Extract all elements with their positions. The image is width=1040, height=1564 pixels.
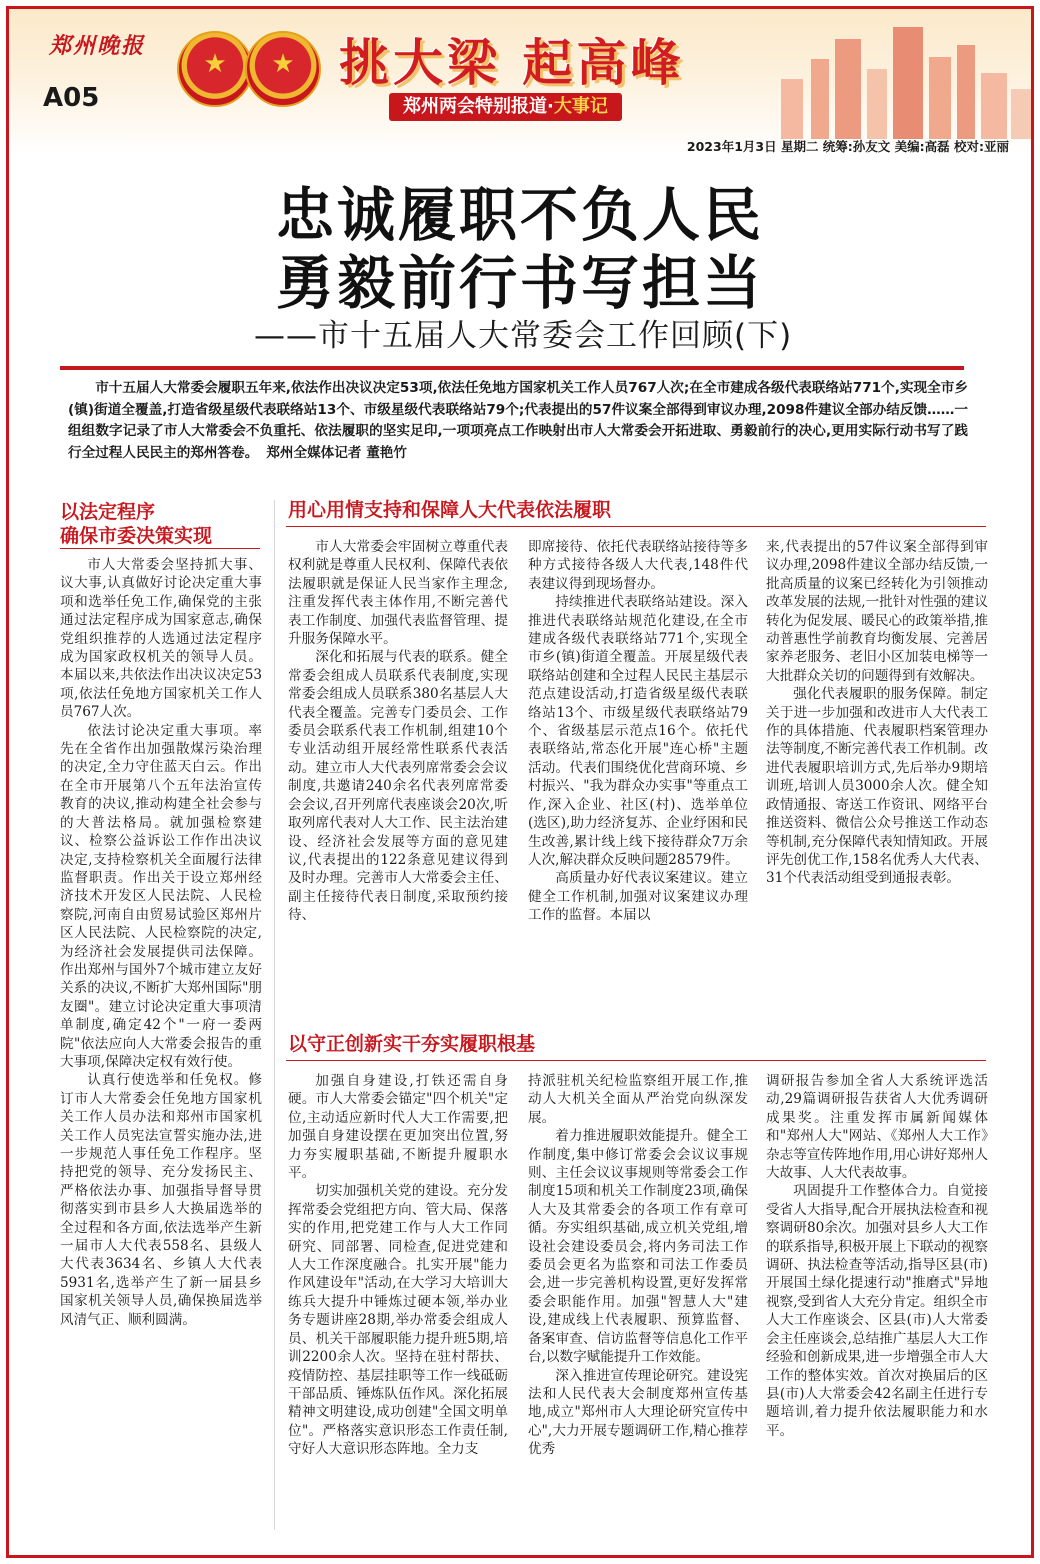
dateline: 2023年1月3日 星期二 统筹:孙友文 美编:高磊 校对:亚丽 bbox=[686, 139, 1009, 154]
paragraph: 强化代表履职的服务保障。制定关于进一步加强和改进市人大代表工作的具体措施、代表履职档案管理办法等制度,不断完善代表工作机制。改进代表履职培训方式,先后举办9期培训班,培训人员3000余人次。健全知政情通报、寄送工作资讯、网络平台推送资料、微信公众号推送工作动态等机制,充分保障代表知情知政。开展评先创优工作,158名优秀人大代表、31个代表活动组受到通报表彰。 bbox=[766, 686, 988, 887]
left-column bbox=[60, 556, 262, 1531]
paper-name: 郑州晚报 bbox=[49, 33, 146, 59]
paragraph: 依法讨论决定重大事项。率先在全省作出加强散煤污染治理的决定,全力守住蓝天白云。作出在全市开展第八个五年法治宣传教育的决议,推动构建全社会参与的大普法格局。就加强检察建议、检察公益诉讼工作作出决议决定,支持检察机关全面履行法律监督职责。作出关于设立郑州经济技术开发区人民法院、人民检察院,河南自由贸易试验区郑州片区人民法院、人民检察院的决定,为经济社会发展提供司法保障。作出郑州与国外7个城市建立友好关系的决议,不断扩大郑州国际"朋友圈"。建立讨论决定重大事项清单制度,确定42个"一府一委两院"依法应向人大常委会报告的重大事项,保障决定权有效行使。 bbox=[60, 722, 262, 1070]
section-1-title: 用心用情支持和保障人大代表依法履职 bbox=[288, 499, 612, 521]
sub-banner-highlight: 大事记 bbox=[553, 96, 608, 117]
section-1-column-1 bbox=[288, 538, 508, 1008]
paragraph: 来,代表提出的57件议案全部得到审议办理,2098件建议全部办结反馈,一批高质量的议案已经转化为引领推动改革发展的法规,一批针对性强的建议转化为促发展、暖民心的政策举措,推动普惠性学前教育均衡发展、完善居家养老服务、老旧小区加装电梯等一大批群众关切的问题得到有效解决。 bbox=[766, 539, 988, 684]
paragraph: 高质量办好代表议案建议。建立健全工作机制,加强对议案建议办理工作的监督。本届以 bbox=[528, 870, 748, 924]
paragraph: 深化和拓展与代表的联系。健全常委会组成人员联系代表制度,实现常委会组成人员联系380名基层人大代表全覆盖。完善专门委员会、工作委员会联系代表工作机制,组建10个专业活动组开展经常性联系代表活动。建立市人大代表列席常委会会议制度,共邀请240余名代表列席常委会会议,召开列席代表座谈会20次,听取列席代表对人大工作、民主法治建设、经济社会发展等方面的意见建议,代表提出的122条意见建议得到及时办理。完善市人大常委会主任、副主任接待代表日制度,采取预约接待、 bbox=[288, 649, 508, 924]
city-skyline-illustration bbox=[771, 9, 1031, 139]
lead-text: 市十五届人大常委会履职五年来,依法作出决议决定53项,依法任免地方国家机关工作人员767人次;在全市建成各级代表联络站771个,实现全市乡(镇)街道全覆盖,打造省级星级代表联络站13个、市级星级代表联络站79个;代表提出的57件议案全部得到审议办理,2098件建议全部办结反馈……一组组数字记录了市人大常委会不负重托、依法履职的坚实足印,一项项亮点工作映射出市人大常委会开拓进取、勇毅前行的决心,更用实际行动书写了践行全过程人民民主的郑州答卷。 bbox=[68, 380, 968, 461]
left-section-title bbox=[60, 500, 260, 548]
paragraph: 调研报告参加全省人大系统评选活动,29篇调研报告获省人大优秀调研成果奖。注重发挥市属新闻媒体和"郑州人大"网站、《郑州人大工作》杂志等宣传阵地作用,用心讲好郑州人大故事、人大代表故事。 bbox=[766, 1073, 988, 1182]
cppcc-emblem-icon bbox=[245, 31, 321, 107]
section-2-column-3 bbox=[766, 1072, 988, 1532]
national-emblem-icon bbox=[177, 31, 253, 107]
page-number bbox=[43, 75, 99, 115]
page-number-digits: 05 bbox=[63, 83, 100, 113]
left-section-title-line-2: 确保市委决策实现 bbox=[60, 525, 213, 547]
paragraph: 切实加强机关党的建设。充分发挥常委会党组把方向、管大局、保落实的作用,把党建工作与人大工作同研究、同部署、同检查,促进党建和人大工作深度融合。扎实开展"能力作风建设年"活动,在大学习大培训大练兵大提升中锤炼过硬本领,举办业务专题讲座28期,举办常委会组成人员、机关干部履职能力提升班5期,培训2200余人次。坚持在驻村帮扶、疫情防控、基层挂职等工作一线砥砺干部品质、锤炼队伍作风。深化拓展精神文明建设,成功创建"全国文明单位"。严格落实意识形态工作责任制,守好人大意识形态阵地。全力支 bbox=[288, 1183, 508, 1458]
paragraph: 加强自身建设,打铁还需自身硬。市人大常委会锚定"四个机关"定位,主动适应新时代人大工作需要,把加强自身建设摆在更加突出位置,努力夯实履职基础,不断提升履职水平。 bbox=[288, 1073, 508, 1182]
section-2-rule bbox=[286, 1060, 986, 1061]
section-2-title: 以守正创新实干夯实履职根基 bbox=[288, 1033, 536, 1055]
paragraph: 深入推进宣传理论研究。建设宪法和人民代表大会制度郑州宣传基地,成立"郑州市人大理论研究宣传中心",大力开展专题调研工作,精心推荐优秀 bbox=[528, 1367, 748, 1458]
section-1-rule bbox=[286, 526, 986, 527]
left-section-rule bbox=[60, 548, 260, 549]
section-2-column-2 bbox=[528, 1072, 748, 1532]
headline-line-2: 勇毅前行书写担当 bbox=[275, 249, 764, 317]
paragraph: 着力推进履职效能提升。健全工作制度,集中修订常委会会议议事规则、主任会议议事规则等常委会工作制度15项和机关工作制度23项,确保人大及其常委会的各项工作有章可循。夯实组织基础,成立机关党组,增设社会建设委员会,将内务司法工作委员会更名为监察和司法工作委员会,进一步完善机构设置,更好发挥常委会职能作用。加强"智慧人大"建设,建成线上代表履职、预算监督、备案审查、信访监督等信息化工作平台,以数字赋能提升工作效能。 bbox=[528, 1128, 748, 1366]
section-2-column-1 bbox=[288, 1072, 508, 1532]
paragraph: 巩固提升工作整体合力。自觉接受省人大指导,配合开展执法检查和视察调研80余次。加强对县乡人大工作的联系指导,积极开展上下联动的视察调研、执法检查等活动,指导区县(市)开展国土绿化提速行动"推磨式"异地视察,受到省人大充分肯定。组织全市人大工作座谈会、区县(市)人大常委会主任座谈会,总结推广基层人大工作经验和创新成果,进一步增强全市人大工作的整体实效。首次对换届后的区县(市)人大常委会42名副主任进行专题培训,着力提升依法履职能力和水平。 bbox=[766, 1183, 988, 1439]
lead-paragraph bbox=[68, 378, 968, 464]
special-report-banner bbox=[389, 93, 622, 121]
headline-divider bbox=[60, 366, 964, 370]
headline-line-1: 忠诚履职不负人民 bbox=[275, 181, 764, 249]
page-prefix: A bbox=[43, 83, 64, 113]
slogan: 挑大梁 起高峰 bbox=[339, 34, 685, 92]
paragraph: 市人大常委会牢固树立尊重代表权利就是尊重人民权利、保障代表依法履职就是保证人民当家作主理念,注重发挥代表主体作用,不断完善代表工作制度、加强代表监督管理、提升服务保障水平。 bbox=[288, 539, 508, 648]
masthead bbox=[9, 9, 1031, 154]
section-1-column-3 bbox=[766, 538, 988, 1008]
sub-banner-text: 郑州两会特别报道· bbox=[403, 96, 554, 117]
subheadline: ——市十五届人大常委会工作回顾(下) bbox=[254, 318, 793, 354]
paragraph: 持派驻机关纪检监察组开展工作,推动人大机关全面从严治党向纵深发展。 bbox=[528, 1073, 748, 1126]
paragraph: 即席接待、依托代表联络站接待等多种方式接待各级人大代表,148件代表建议得到现场督办。 bbox=[528, 539, 748, 592]
left-section-title-line-1: 以法定程序 bbox=[60, 501, 156, 523]
paragraph: 市人大常委会坚持抓大事、议大事,认真做好讨论决定重大事项和选举任免工作,确保党的主张通过法定程序成为国家意志,确保党组织推荐的人选通过法定程序成为国家政权机关的领导人员。本届以来,共依法作出决议决定53项,依法任免地方国家机关工作人员767人次。 bbox=[60, 557, 262, 721]
paragraph: 认真行使选举和任免权。修订市人大常委会任免地方国家机关工作人员办法和郑州市国家机关工作人员宪法宣誓实施办法,进一步规范人事任免工作程序。坚持把党的领导、充分发扬民主、严格依法办事、加强指导督导贯彻落实到市县乡人大换届选举的全过程和各方面,依法选举产生新一届市人大代表558名、县级人大代表3634名、乡镇人大代表5931名,选举产生了新一届县乡国家机关领导人员,确保换届选举风清气正、顺利圆满。 bbox=[60, 1072, 262, 1328]
section-1-column-2 bbox=[528, 538, 748, 1008]
paragraph: 持续推进代表联络站建设。深入推进代表联络站规范化建设,在全市建成各级代表联络站771个,实现全市乡(镇)街道全覆盖。开展星级代表联络站创建和全过程人民民主基层示范点建设活动,打造省级星级代表联络站13个、市级星级代表联络站79个、省级基层示范点16个。依托代表联络站,常态化开展"连心桥"主题活动。代表们围绕优化营商环境、乡村振兴、"我为群众办实事"等重点工作,深入企业、社区(村)、选举单位(选区),助力经济复苏、企业纾困和民生改善,累计线上线下接待群众7万余人次,解决群众反映问题28579件。 bbox=[528, 594, 748, 868]
byline: 郑州全媒体记者 董艳竹 bbox=[266, 444, 407, 461]
column-divider bbox=[274, 500, 275, 1530]
